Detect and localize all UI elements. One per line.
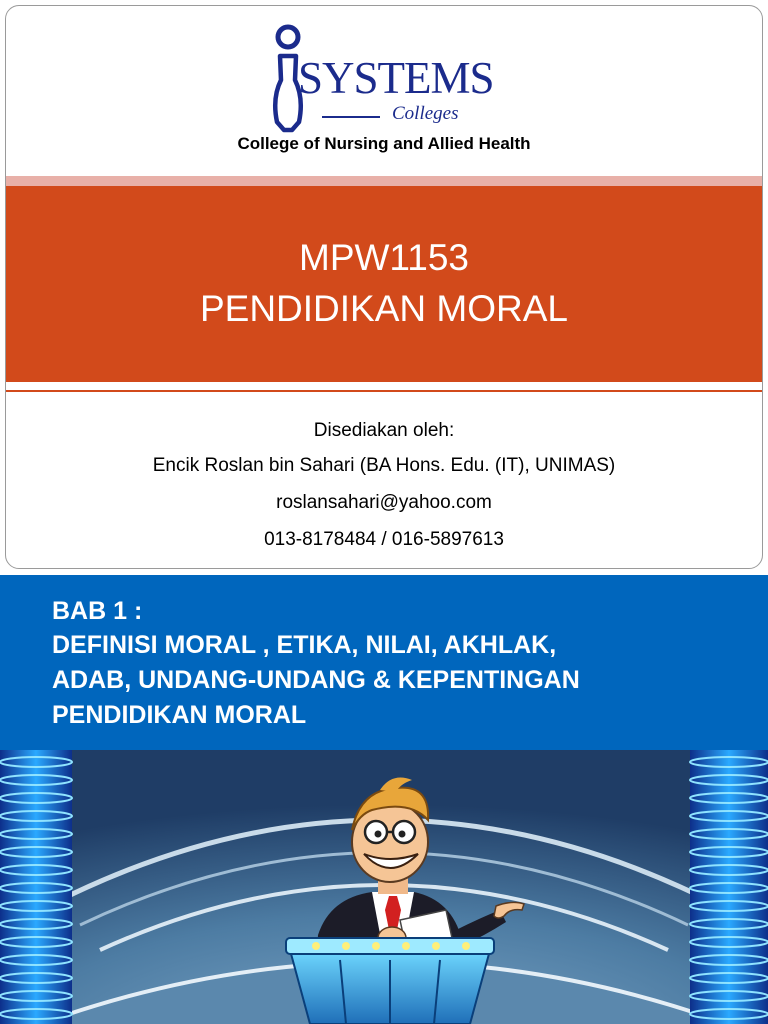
logo-sub-text: Colleges xyxy=(392,103,459,124)
podium xyxy=(286,938,494,1024)
chapter-title-line: ADAB, UNDANG-UNDANG & KEPENTINGAN xyxy=(52,666,580,694)
accent-band xyxy=(6,176,762,186)
game-show-stage xyxy=(0,750,768,1024)
presenter-email: roslansahari@yahoo.com xyxy=(276,492,492,513)
chapter-number: BAB 1 : xyxy=(52,597,143,625)
chapter-title-line: DEFINISI MORAL , ETIKA, NILAI, AKHLAK, xyxy=(52,631,557,659)
presenter-phone: 013-8178484 / 016-5897613 xyxy=(264,529,504,550)
chapter-slide xyxy=(0,575,768,1024)
college-logo xyxy=(268,22,494,134)
logo-brand-text: SYSTEMS xyxy=(298,53,494,103)
college-name: College of Nursing and Allied Health xyxy=(237,134,531,153)
light-column-left xyxy=(0,750,72,1024)
divider xyxy=(6,390,762,392)
chapter-header xyxy=(0,575,768,750)
course-code: MPW1153 xyxy=(299,237,469,278)
chapter-title-line: PENDIDIKAN MORAL xyxy=(52,701,307,729)
light-column-right xyxy=(690,750,768,1024)
title-slide xyxy=(5,5,763,569)
logo-rule xyxy=(322,116,380,118)
prepared-by-label: Disediakan oleh: xyxy=(313,420,455,441)
presenter-name: Encik Roslan bin Sahari (BA Hons. Edu. (IT), UNIMAS) xyxy=(152,455,616,476)
course-name: PENDIDIKAN MORAL xyxy=(199,288,568,329)
title-band xyxy=(6,186,762,382)
